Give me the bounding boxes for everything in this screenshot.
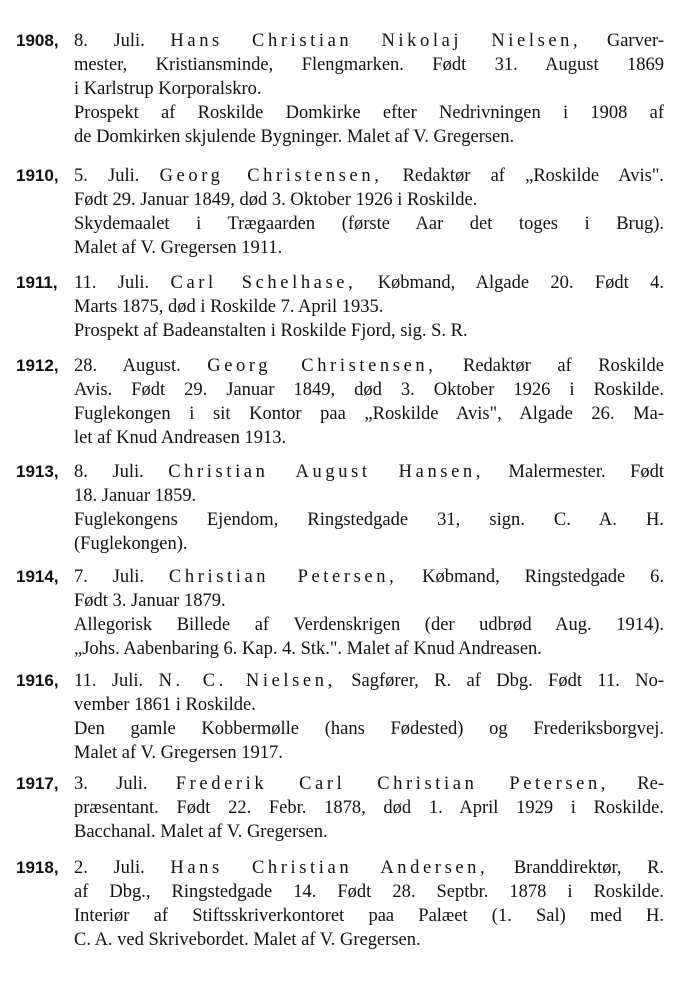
- entry-line: C. A. ved Skrivebordet. Malet af V. Gregersen.: [74, 930, 421, 950]
- entry-first-line: [74, 462, 664, 482]
- entry-first-line-rest: Redaktør af „Roskilde Avis".: [402, 166, 664, 186]
- entry-first-line: [74, 166, 664, 186]
- entry-line: (Fuglekongen).: [74, 534, 188, 554]
- entry-date: 8. Juli.: [74, 462, 144, 482]
- entry-line: de Domkirken skjulende Bygninger. Malet af V. Gregersen.: [74, 127, 515, 147]
- entry-year: 1917,: [16, 774, 59, 793]
- entry-line: Fuglekongens Ejendom, Ringstedgade 31, sign. C. A. H.: [74, 510, 664, 530]
- entry-first-line-rest: Redaktør af Roskilde: [462, 356, 665, 376]
- entry-first-line: [74, 273, 664, 293]
- entry-line: „Johs. Aabenbaring 6. Kap. 4. Stk.". Malet af Knud Andreasen.: [74, 639, 542, 659]
- entry-date: 11. Juli.: [74, 273, 150, 293]
- entry-line: Skydemaalet i Trægaarden (første Aar det toges i Brug).: [74, 214, 664, 234]
- entry-line: Malet af V. Gregersen 1911.: [74, 238, 283, 258]
- entry-line: mester, Kristiansminde, Flengmarken. Født 31. August 1869: [74, 55, 664, 75]
- entry-first-line-rest: Branddirektør, R.: [513, 858, 665, 878]
- entry-year: 1913,: [16, 462, 59, 481]
- entry-date: 3. Juli.: [74, 774, 148, 794]
- entry-first-line: [74, 356, 664, 376]
- entry-name: Hans Christian Nikolaj Nielsen,: [170, 31, 582, 51]
- entry-first-line: [74, 774, 664, 794]
- entry-year: 1908,: [16, 31, 59, 50]
- entry-year: 1914,: [16, 567, 59, 586]
- entry-line: 18. Januar 1859.: [74, 486, 197, 506]
- entry-line: Prospekt af Roskilde Domkirke efter Nedrivningen i 1908 af: [74, 103, 664, 123]
- entry-name: Georg Christensen,: [159, 166, 383, 186]
- entry-year: 1910,: [16, 166, 59, 185]
- entry-line: Den gamle Kobbermølle (hans Fødested) og Frederiksborgvej.: [74, 719, 664, 739]
- entry-line: Avis. Født 29. Januar 1849, død 3. Oktober 1926 i Roskilde.: [74, 380, 664, 400]
- entry-year: 1912,: [16, 356, 59, 375]
- entry-date: 11. Juli.: [74, 671, 144, 691]
- entry-first-line-rest: Købmand, Algade 20. Født 4.: [377, 273, 665, 293]
- entry-line: i Karlstrup Korporalskro.: [74, 79, 262, 99]
- entry-first-line-rest: Sagfører, R. af Dbg. Født 11. No-: [351, 671, 665, 691]
- entry-date: 28. August.: [74, 356, 181, 376]
- entry-line: af Dbg., Ringstedgade 14. Født 28. Septbr. 1878 i Roskilde.: [74, 882, 664, 902]
- entry-line: Bacchanal. Malet af V. Gregersen.: [74, 822, 328, 842]
- entry-line: Født 3. Januar 1879.: [74, 591, 226, 611]
- entry-name: Carl Schelhase,: [170, 273, 357, 293]
- entry-year: 1911,: [16, 273, 58, 292]
- entry-line: præsentant. Født 22. Febr. 1878, død 1. April 1929 i Roskilde.: [74, 798, 664, 818]
- entry-date: 2. Juli.: [74, 858, 145, 878]
- entry-first-line: [74, 31, 664, 51]
- entry-name: Hans Christian Andersen,: [170, 858, 489, 878]
- entry-first-line-rest: Købmand, Ringstedgade 6.: [422, 567, 664, 587]
- entry-year: 1916,: [16, 671, 59, 690]
- entry-name: Christian Petersen,: [168, 567, 398, 587]
- entry-line: Født 29. Januar 1849, død 3. Oktober 1926 i Roskilde.: [74, 190, 478, 210]
- entry-line: Allegorisk Billede af Verdenskrigen (der udbrød Aug. 1914).: [74, 615, 664, 635]
- entry-first-line: [74, 671, 664, 691]
- entry-date: 7. Juli.: [74, 567, 145, 587]
- entry-date: 5. Juli.: [74, 166, 140, 186]
- entry-year: 1918,: [16, 858, 59, 877]
- entry-line: Marts 1875, død i Roskilde 7. April 1935.: [74, 297, 384, 317]
- entry-first-line: [74, 567, 664, 587]
- entry-line: Interiør af Stiftsskriverkontoret paa Palæet (1. Sal) med H.: [74, 906, 664, 926]
- entry-line: vember 1861 i Roskilde.: [74, 695, 256, 715]
- entry-name: N. C. Nielsen,: [158, 671, 336, 691]
- entry-line: Prospekt af Badeanstalten i Roskilde Fjord, sig. S. R.: [74, 321, 468, 341]
- entry-line: let af Knud Andreasen 1913.: [74, 428, 287, 448]
- entry-line: Fuglekongen i sit Kontor paa „Roskilde Avis", Algade 26. Ma-: [74, 404, 664, 424]
- entry-name: Frederik Carl Christian Petersen,: [175, 774, 610, 794]
- entry-first-line-rest: Malermester. Født: [508, 462, 665, 482]
- entry-name: Georg Christensen,: [207, 356, 437, 376]
- entry-first-line-rest: Garver-: [606, 31, 665, 51]
- entry-first-line: [74, 858, 664, 878]
- entry-date: 8. Juli.: [74, 31, 145, 51]
- entry-name: Christian August Hansen,: [168, 462, 484, 482]
- entry-line: Malet af V. Gregersen 1917.: [74, 743, 283, 763]
- entry-first-line-rest: Re-: [637, 774, 664, 794]
